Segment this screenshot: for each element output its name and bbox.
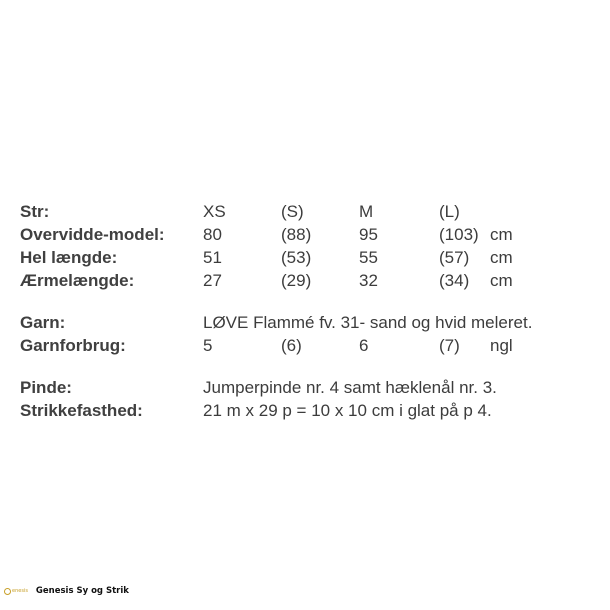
yarn-usage-s: (6)	[281, 336, 302, 355]
yarn-usage-unit: ngl	[490, 336, 513, 355]
sleeve-l: (34)	[439, 271, 470, 290]
length-row	[20, 246, 600, 269]
size-xs: XS	[203, 202, 226, 221]
gauge-text: 21 m x 29 p = 10 x 10 cm i glat på p 4.	[203, 401, 492, 420]
yarn-row	[20, 311, 600, 334]
sleeve-m: 32	[359, 271, 378, 290]
needles-label: Pinde:	[20, 378, 72, 397]
length-m: 55	[359, 248, 378, 267]
length-xs: 51	[203, 248, 222, 267]
logo-text: enesis	[12, 588, 28, 594]
bust-l: (103)	[439, 225, 479, 244]
bust-unit: cm	[490, 225, 513, 244]
section-spacer	[20, 357, 600, 376]
bust-xs: 80	[203, 225, 222, 244]
yarn-usage-m: 6	[359, 336, 369, 355]
length-label: Hel længde:	[20, 248, 118, 267]
sleeve-label: Ærmelængde:	[20, 271, 135, 290]
length-unit: cm	[490, 248, 513, 267]
sleeve-s: (29)	[281, 271, 312, 290]
needles-row	[20, 376, 600, 399]
needles-text: Jumperpinde nr. 4 samt hæklenål nr. 3.	[203, 378, 497, 397]
yarn-label: Garn:	[20, 313, 66, 332]
brand-name: Genesis Sy og Strik	[35, 586, 129, 596]
gauge-row	[20, 399, 600, 422]
length-s: (53)	[281, 248, 312, 267]
sizes-row	[20, 200, 600, 223]
section-spacer	[20, 292, 600, 311]
yarn-text: LØVE Flammé fv. 31- sand og hvid meleret.	[203, 313, 533, 332]
size-m: M	[359, 202, 374, 221]
yarn-usage-xs: 5	[203, 336, 213, 355]
genesis-logo	[4, 588, 28, 595]
size-l: (L)	[439, 202, 460, 221]
footer-brand	[4, 584, 129, 598]
sleeve-row	[20, 269, 600, 292]
sleeve-xs: 27	[203, 271, 222, 290]
pattern-spec-table	[20, 200, 600, 422]
bust-m: 95	[359, 225, 378, 244]
yarn-usage-l: (7)	[439, 336, 460, 355]
logo-mark-icon	[4, 588, 11, 595]
yarn-usage-label: Garnforbrug:	[20, 336, 126, 355]
sleeve-unit: cm	[490, 271, 513, 290]
bust-s: (88)	[281, 225, 312, 244]
gauge-label: Strikkefasthed:	[20, 401, 143, 420]
size-s: (S)	[281, 202, 304, 221]
bust-label: Overvidde-model:	[20, 225, 165, 244]
length-l: (57)	[439, 248, 470, 267]
yarn-usage-row	[20, 334, 600, 357]
bust-row	[20, 223, 600, 246]
sizes-label: Str:	[20, 202, 50, 221]
